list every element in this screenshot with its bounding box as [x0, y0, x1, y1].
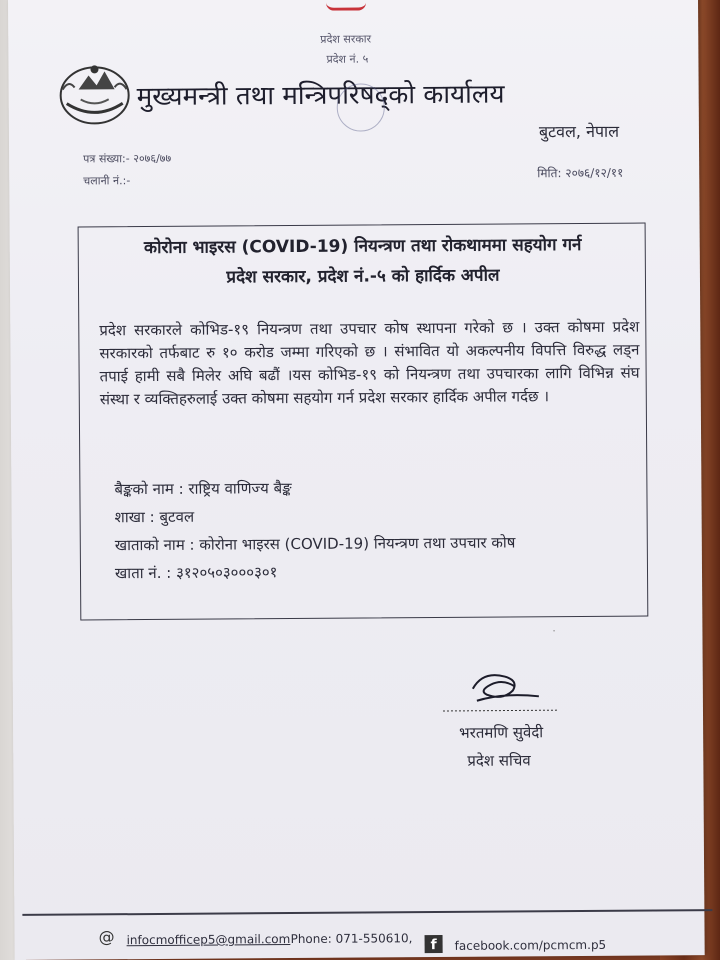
email-icon: @	[98, 927, 115, 947]
appeal-body: प्रदेश सरकारले कोभिड-१९ नियन्त्रण तथा उपचार कोष स्थापना गरेको छ । उक्त कोषमा प्रदेश सरकारको तर्फबाट रु १० करोड जम्मा गरिएको छ । संभावित यो अकल्पनीय विपत्ति विरुद्ध लड्न तपाई हामी सबै मिलेर अघि बढौं ।यस कोभिड-१९ को नियन्त्रण तथा उपचारका लागि विभिन्न संघ संस्था र व्यक्तिहरुलाई उक्त कोषमा सहयोग गर्न प्रदेश सरकार हार्दिक अपील गर्दछ ।	[99, 317, 640, 409]
dispatch-number: चलानी नं.:-	[83, 174, 131, 188]
govt-line: प्रदेश सरकार	[320, 32, 372, 46]
footer-facebook[interactable]: facebook.com/pcmcm.p5	[454, 937, 607, 953]
facebook-icon: f	[425, 935, 443, 953]
office-location: बुटवल, नेपाल	[538, 121, 620, 142]
appeal-heading-line1: कोरोना भाइरस (COVID-19) नियन्त्रण तथा रोकथाममा सहयोग गर्न	[143, 235, 582, 259]
signature-icon	[443, 666, 563, 717]
appeal-box	[78, 223, 649, 621]
letter-number: पत्र संख्या:- २०७६/७७	[83, 151, 172, 166]
footer-divider	[22, 909, 712, 915]
letter-sheet	[8, 0, 705, 960]
appeal-heading-line2: प्रदेश सरकार, प्रदेश नं.-५ को हार्दिक अपील	[226, 265, 500, 288]
account-number: खाता नं. : ३१२०५०३०००३०१	[114, 563, 278, 583]
account-name: खाताको नाम : कोरोना भाइरस (COVID-19) नियन्त्रण तथा उपचार कोष	[114, 533, 516, 555]
letter-date: मिति: २०७६/१२/११	[537, 165, 624, 181]
office-stamp-icon	[337, 83, 385, 131]
red-ink-mark	[326, 0, 366, 11]
signatory-title: प्रदेश सचिव	[467, 751, 531, 770]
bank-name: बैङ्कको नाम : राष्ट्रिय वाणिज्य बैङ्क	[114, 479, 292, 499]
ink-dot: ·	[552, 626, 556, 638]
signatory-name: भरतमणि सुवेदी	[459, 723, 544, 742]
office-title: मुख्यमन्त्री तथा मन्त्रिपरिषद्को कार्यालय	[136, 79, 505, 113]
footer-email[interactable]: infocmofficep5@gmail.com	[126, 932, 291, 948]
province-line: प्रदेश नं. ५	[326, 52, 369, 66]
nepal-emblem-icon	[56, 59, 132, 128]
bank-branch: शाखा : बुटवल	[114, 507, 195, 527]
footer-phone: Phone: 071-550610,	[290, 931, 413, 947]
